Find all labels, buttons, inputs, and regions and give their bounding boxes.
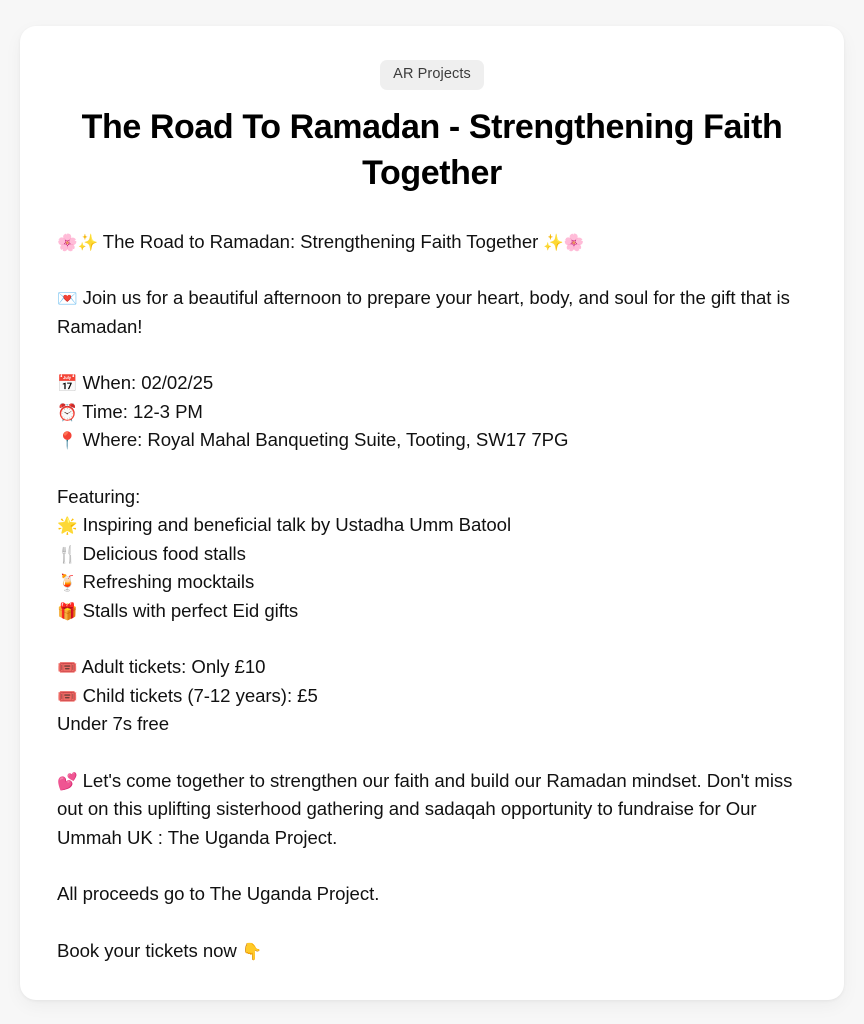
featuring-item-talk <box>57 511 807 540</box>
pointing-down-icon: 👇 <box>241 941 263 961</box>
location-pin-icon: 📍 <box>57 431 78 450</box>
alarm-clock-icon: ⏰ <box>57 402 78 422</box>
detail-where <box>57 426 807 455</box>
paragraph-tickets <box>57 653 807 739</box>
featuring-item-talk-text: Inspiring and beneficial talk by Ustadha Umm Batool <box>77 514 512 535</box>
paragraph-intro <box>57 284 807 341</box>
paragraph-cta <box>57 937 807 966</box>
paragraph-details <box>57 369 807 455</box>
featuring-item-food <box>57 540 807 569</box>
event-card <box>20 26 844 1000</box>
glowing-star-icon: 🌟 <box>57 516 78 535</box>
detail-when-text: When: 02/02/25 <box>77 372 214 393</box>
cherry-blossom-icon: 🌸 <box>57 232 78 252</box>
love-letter-icon: 💌 <box>57 289 78 308</box>
admission-ticket-icon-child: 🎟️ <box>57 686 78 706</box>
ticket-under-sevens: Under 7s free <box>57 713 170 734</box>
detail-time <box>57 398 807 427</box>
sparkles-icon: ✨ <box>77 232 98 252</box>
ticket-adult <box>57 653 807 682</box>
headline-text: The Road to Ramadan: Strengthening Faith Together <box>98 230 544 252</box>
cherry-blossom-icon-trailing: 🌸 <box>563 232 585 252</box>
featuring-item-mocktails <box>57 568 807 597</box>
paragraph-closing <box>57 767 807 853</box>
status-badge[interactable]: AR Projects <box>380 60 484 90</box>
wrapped-gift-icon: 🎁 <box>57 601 78 621</box>
detail-when <box>57 369 807 398</box>
page-title: The Road To Ramadan - Strengthening Faith Together <box>81 107 783 192</box>
paragraph-proceeds: All proceeds go to The Uganda Project. <box>57 883 380 904</box>
admission-ticket-icon: 🎟️ <box>57 658 78 677</box>
event-description <box>57 228 807 966</box>
featuring-item-gifts <box>57 597 807 626</box>
detail-time-text: Time: 12-3 PM <box>77 400 203 422</box>
paragraph-featuring <box>57 483 807 626</box>
paragraph-headline <box>57 228 807 257</box>
featuring-item-gifts-text: Stalls with perfect Eid gifts <box>77 599 299 621</box>
sparkles-icon-trailing: ✨ <box>543 232 564 252</box>
two-hearts-icon: 💕 <box>57 771 78 791</box>
featuring-item-food-text: Delicious food stalls <box>77 542 246 564</box>
calendar-icon: 📅 <box>57 374 78 393</box>
closing-text: Let's come together to strengthen our faith and build our Ramadan mindset. Don't miss out on this uplifting sisterhood gathering and sadaqah opportunity to fundraise for Our Ummah UK : The Uganda Project. <box>57 769 793 848</box>
fork-and-knife-icon: 🍴 <box>57 544 78 564</box>
ticket-child <box>57 682 807 711</box>
detail-where-text: Where: Royal Mahal Banqueting Suite, Tooting, SW17 7PG <box>77 429 569 450</box>
intro-text: Join us for a beautiful afternoon to prepare your heart, body, and soul for the gift that is Ramadan! <box>57 287 790 337</box>
tropical-drink-icon: 🍹 <box>57 573 78 592</box>
cta-text: Book your tickets now <box>57 939 242 961</box>
badge-row <box>57 60 807 90</box>
featuring-item-mocktails-text: Refreshing mocktails <box>77 571 255 592</box>
ticket-adult-text: Adult tickets: Only £10 <box>77 656 266 677</box>
ticket-child-text: Child tickets (7-12 years): £5 <box>77 684 318 706</box>
featuring-label: Featuring: <box>57 485 141 507</box>
